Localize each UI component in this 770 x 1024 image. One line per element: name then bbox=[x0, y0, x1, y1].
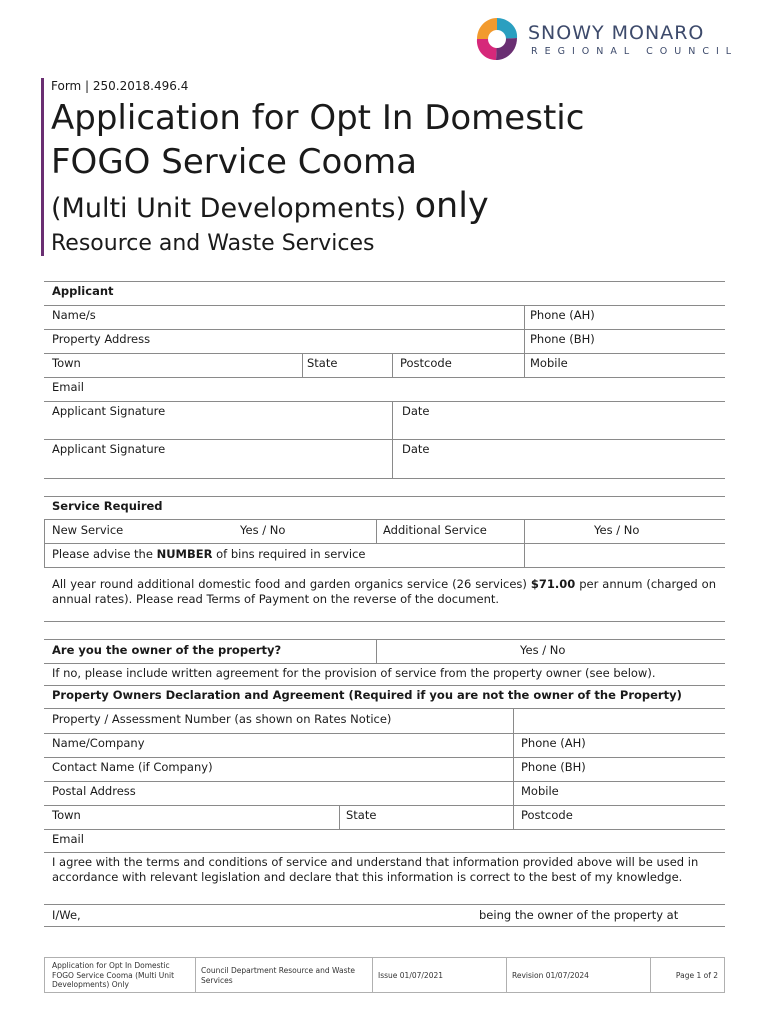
new-service-yes-no[interactable]: Yes / No bbox=[240, 523, 286, 537]
divider bbox=[44, 957, 725, 958]
divider bbox=[44, 852, 725, 853]
phone-bh-label: Phone (BH) bbox=[530, 332, 595, 346]
date1-label: Date bbox=[402, 404, 430, 418]
being-owner-label: being the owner of the property at bbox=[479, 908, 679, 922]
divider bbox=[513, 733, 514, 829]
accent-bar bbox=[41, 78, 44, 256]
page-title-line2: FOGO Service Cooma bbox=[51, 142, 417, 182]
footer-doc-title: Application for Opt In Domestic FOGO Service Cooma (Multi Unit Developments) Only bbox=[52, 961, 175, 989]
owner-state-label: State bbox=[346, 808, 377, 822]
iwe-label: I/We, bbox=[52, 908, 81, 922]
declaration-heading: Property Owners Declaration and Agreement (Required if you are not the owner of the Property) bbox=[52, 688, 682, 702]
additional-service-yes-no[interactable]: Yes / No bbox=[594, 523, 640, 537]
divider bbox=[44, 305, 725, 306]
divider bbox=[44, 478, 725, 479]
divider bbox=[724, 957, 725, 992]
divider bbox=[44, 543, 725, 544]
mobile-label: Mobile bbox=[530, 356, 568, 370]
divider bbox=[506, 957, 507, 992]
divider bbox=[44, 519, 45, 567]
owner-mobile-label: Mobile bbox=[521, 784, 559, 798]
divider bbox=[44, 757, 725, 758]
owner-email-label: Email bbox=[52, 832, 84, 846]
divider bbox=[44, 639, 725, 640]
logo-subtitle: REGIONAL COUNCIL bbox=[531, 46, 739, 57]
form-number: Form | 250.2018.496.4 bbox=[51, 79, 189, 93]
divider bbox=[44, 805, 725, 806]
divider bbox=[44, 377, 725, 378]
state-label: State bbox=[307, 356, 338, 370]
email-label: Email bbox=[52, 380, 84, 394]
divider bbox=[44, 926, 725, 927]
divider bbox=[44, 621, 725, 622]
footer-revision: Revision 01/07/2024 bbox=[512, 971, 589, 980]
divider bbox=[44, 329, 725, 330]
divider bbox=[44, 519, 725, 520]
subtitle-main: (Multi Unit Developments) bbox=[51, 193, 407, 224]
footer-page-number: Page 1 of 2 bbox=[675, 971, 718, 980]
page-title-line1: Application for Opt In Domestic bbox=[51, 98, 585, 138]
divider bbox=[650, 957, 651, 992]
agreement-text: I agree with the terms and conditions of service and understand that information provided above will be used in accordance with relevant legislation and declare that this information is correct to the best of my knowledge. bbox=[52, 855, 699, 884]
owner-phone-ah-label: Phone (AH) bbox=[521, 736, 586, 750]
owner-yes-no[interactable]: Yes / No bbox=[520, 643, 566, 657]
names-label: Name/s bbox=[52, 308, 96, 322]
divider bbox=[44, 781, 725, 782]
advise-number-label: Please advise the NUMBER of bins required in service bbox=[52, 547, 366, 561]
applicant-heading: Applicant bbox=[52, 284, 114, 298]
new-service-label: New Service bbox=[52, 523, 124, 537]
footer-department: Council Department Resource and Waste Services bbox=[201, 966, 356, 985]
contact-name-label: Contact Name (if Company) bbox=[52, 760, 213, 774]
subtitle-only: only bbox=[414, 186, 489, 226]
council-logo bbox=[474, 16, 739, 64]
signature1-label: Applicant Signature bbox=[52, 404, 166, 418]
owner-phone-bh-label: Phone (BH) bbox=[521, 760, 586, 774]
date2-label: Date bbox=[402, 442, 430, 456]
divider bbox=[339, 805, 340, 829]
owner-question: Are you the owner of the property? bbox=[52, 643, 282, 657]
divider bbox=[524, 305, 525, 377]
divider bbox=[392, 401, 393, 478]
divider bbox=[372, 957, 373, 992]
divider bbox=[44, 733, 725, 734]
divider bbox=[44, 439, 725, 440]
owner-town-label: Town bbox=[52, 808, 81, 822]
name-company-label: Name/Company bbox=[52, 736, 145, 750]
postal-address-label: Postal Address bbox=[52, 784, 136, 798]
owner-postcode-label: Postcode bbox=[521, 808, 573, 822]
divider bbox=[44, 904, 725, 905]
divider bbox=[44, 992, 725, 993]
divider bbox=[44, 957, 45, 992]
signature2-label: Applicant Signature bbox=[52, 442, 166, 456]
divider bbox=[392, 353, 393, 377]
divider bbox=[44, 496, 725, 497]
additional-service-label: Additional Service bbox=[383, 523, 487, 537]
page-subtitle bbox=[51, 188, 489, 227]
property-address-label: Property Address bbox=[52, 332, 151, 346]
divider bbox=[376, 519, 377, 543]
divider bbox=[44, 685, 725, 686]
service-heading: Service Required bbox=[52, 499, 163, 513]
divider bbox=[513, 708, 514, 733]
service-info: All year round additional domestic food and garden organics service (26 services) $71.00 per annum (charged on annual rates). Please read Terms of Payment on the reverse of the document. bbox=[52, 577, 717, 606]
council-logo-icon bbox=[474, 16, 520, 62]
phone-ah-label: Phone (AH) bbox=[530, 308, 595, 322]
divider bbox=[44, 708, 725, 709]
divider bbox=[44, 281, 725, 282]
logo-name: SNOWY MONARO bbox=[528, 22, 705, 44]
divider bbox=[44, 567, 725, 568]
divider bbox=[302, 353, 303, 377]
divider bbox=[44, 401, 725, 402]
divider bbox=[524, 519, 525, 567]
if-no-instruction: If no, please include written agreement for the provision of service from the property owner (see below). bbox=[52, 666, 656, 680]
postcode-label: Postcode bbox=[400, 356, 452, 370]
assessment-number-label: Property / Assessment Number (as shown on Rates Notice) bbox=[52, 712, 392, 726]
divider bbox=[376, 639, 377, 663]
town-label: Town bbox=[52, 356, 81, 370]
department-name: Resource and Waste Services bbox=[51, 231, 375, 256]
divider bbox=[44, 663, 725, 664]
divider bbox=[44, 353, 725, 354]
divider bbox=[195, 957, 196, 992]
divider bbox=[44, 829, 725, 830]
footer-issue: Issue 01/07/2021 bbox=[378, 971, 444, 980]
